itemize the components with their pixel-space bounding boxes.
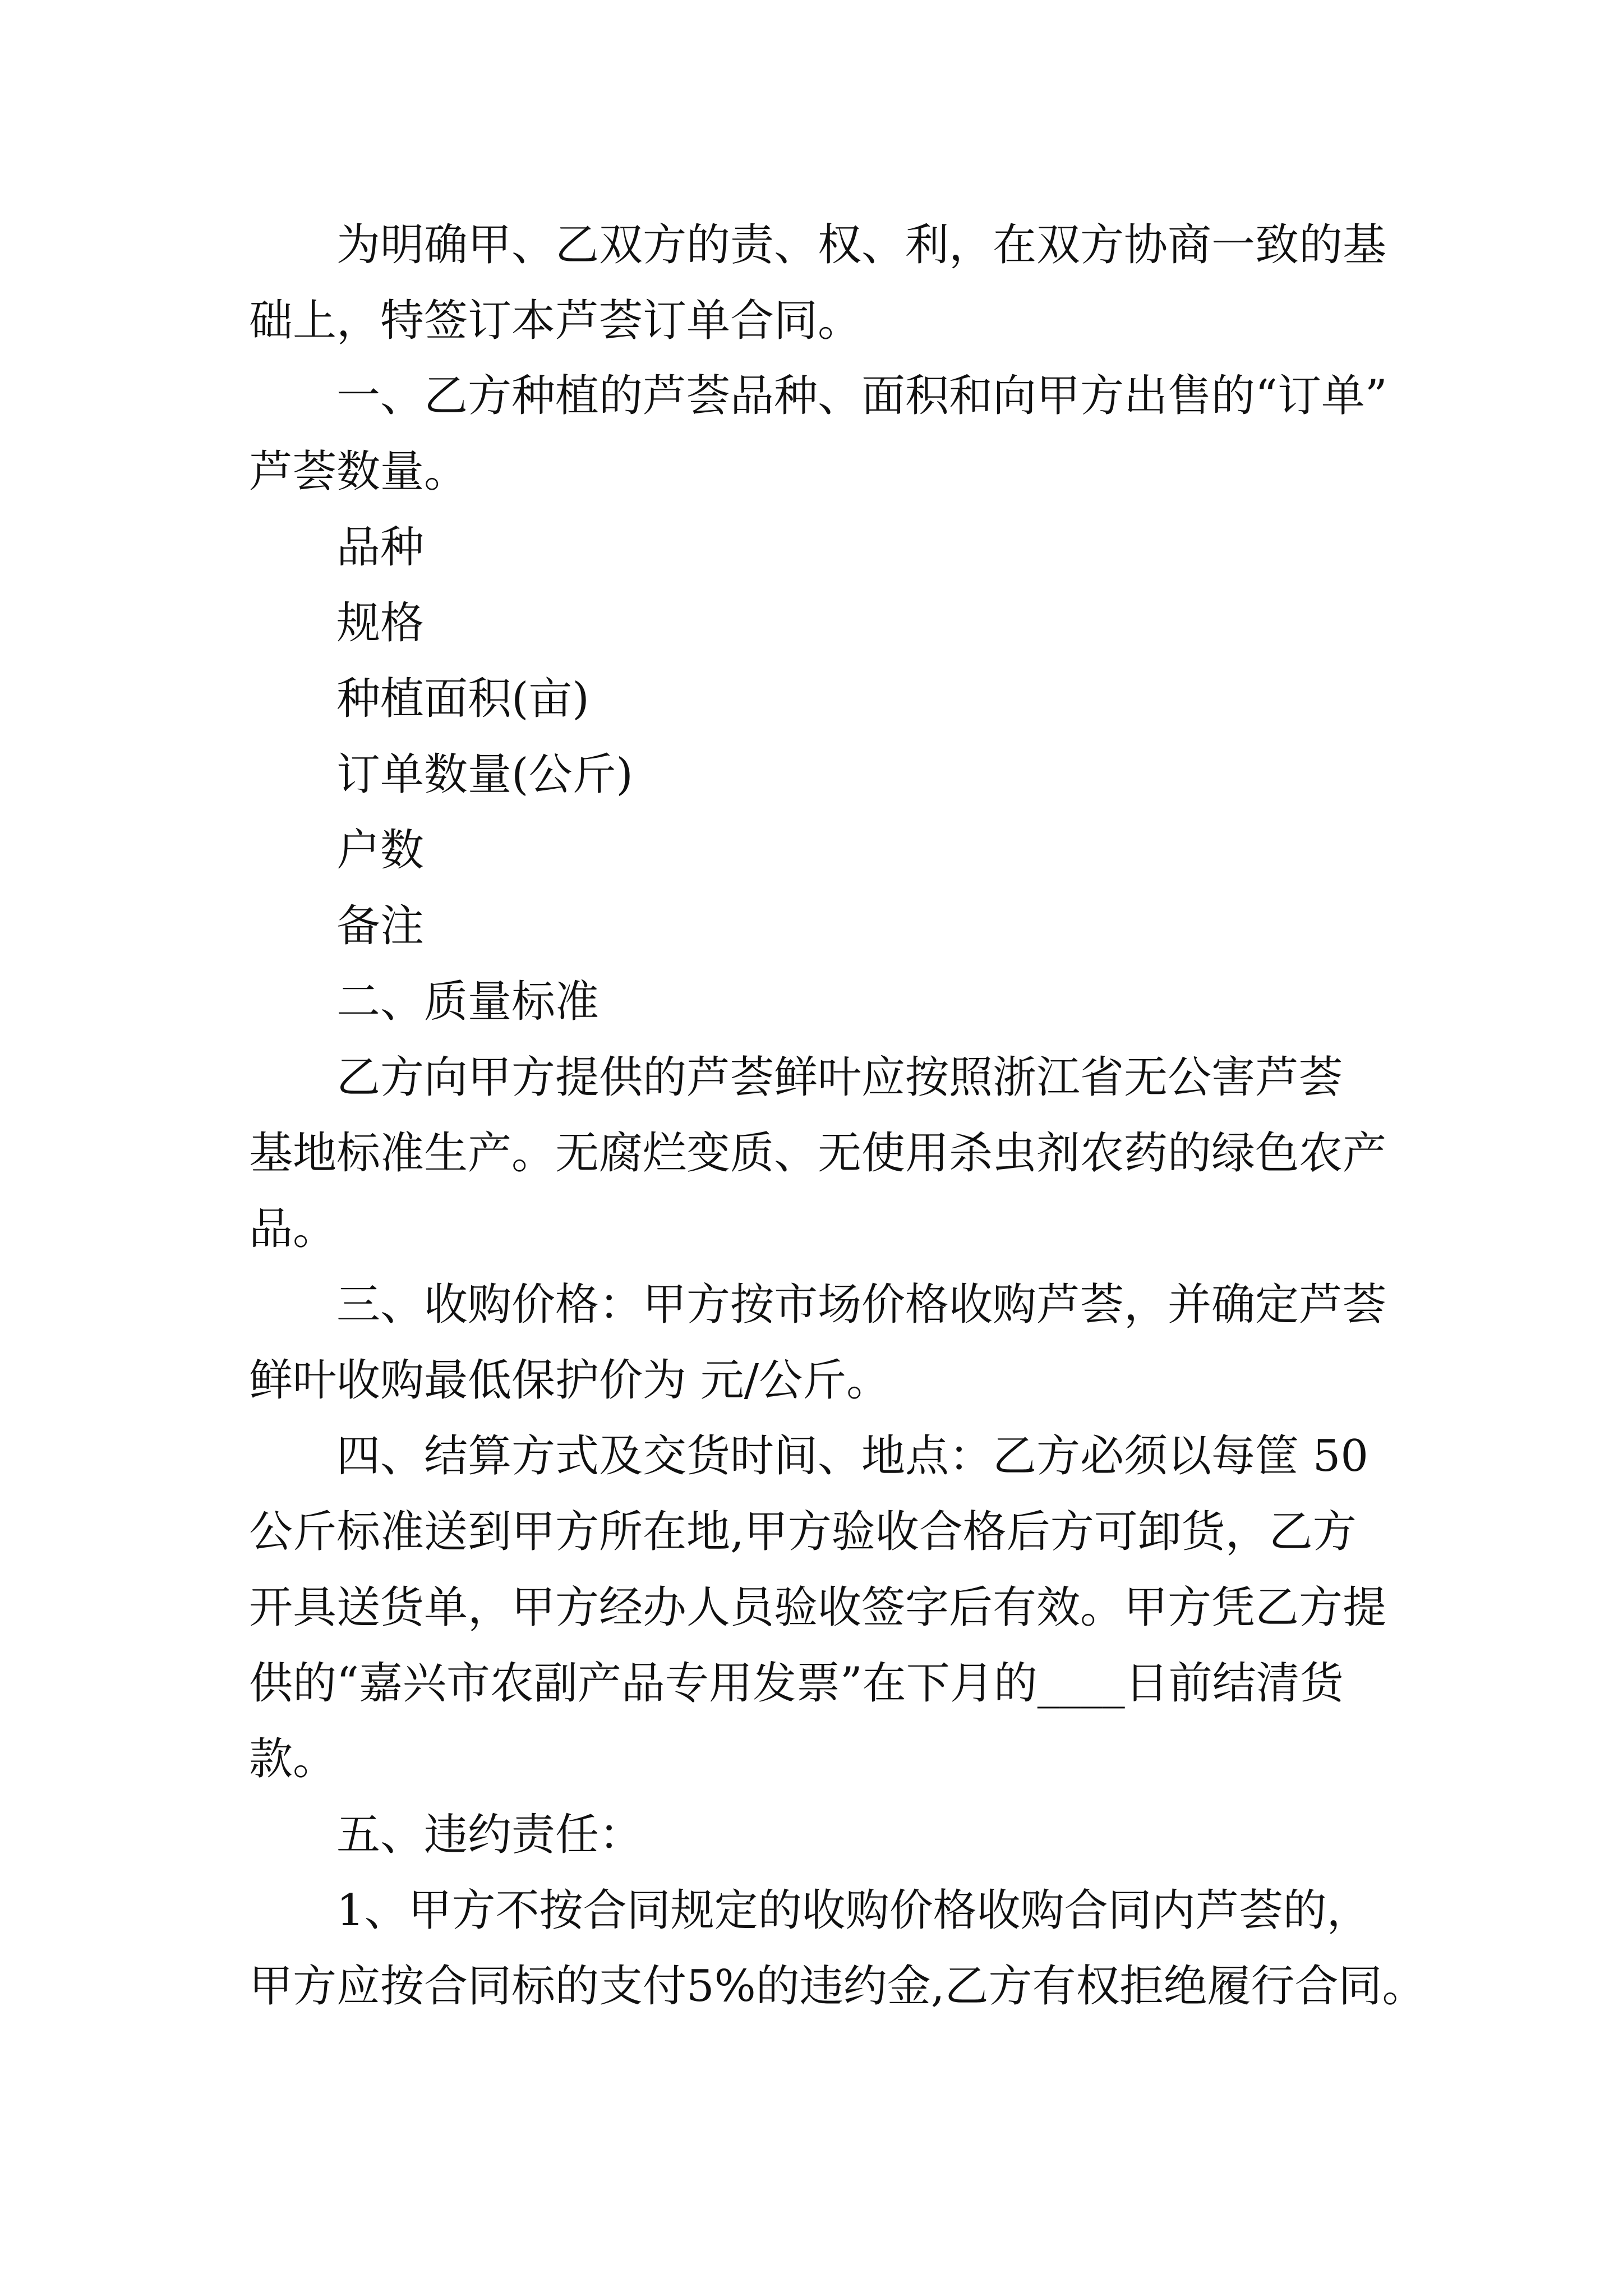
section1-heading-line-1: 一、乙方种植的芦荟品种、面积和向甲方出售的“订单” [336, 371, 1387, 421]
section2-heading: 二、质量标准 [336, 977, 600, 1027]
section3-body-line-2: 鲜叶收购最低保护价为 元/公斤。 [249, 1355, 891, 1406]
field-remarks: 备注 [336, 901, 425, 951]
section4-body-line-4: 供的“嘉兴市农副产品专用发票”在下月的____日前结清货 [249, 1658, 1344, 1709]
section2-body-line-1: 乙方向甲方提供的芦荟鲜叶应按照浙江省无公害芦荟 [336, 1052, 1343, 1103]
section2-body-line-3: 品。 [249, 1204, 337, 1254]
field-variety: 品种 [336, 522, 425, 573]
section5-clause1-line-2: 甲方应按合同标的支付5%的违约金,乙方有权拒绝履行合同。 [249, 1961, 1426, 2012]
section4-body-line-5: 款。 [249, 1734, 337, 1784]
field-specification: 规格 [336, 598, 425, 648]
section5-heading: 五、违约责任： [336, 1810, 643, 1860]
intro-line-1: 为明确甲、乙双方的责、权、利，在双方协商一致的基 [336, 220, 1387, 270]
field-planting-area: 种植面积(亩) [336, 674, 589, 724]
field-order-quantity: 订单数量(公斤) [336, 749, 633, 800]
section2-body-line-2: 基地标准生产。无腐烂变质、无使用杀虫剂农药的绿色农产 [249, 1128, 1387, 1179]
section1-heading-line-2: 芦荟数量。 [249, 447, 468, 497]
section4-body-line-1: 四、结算方式及交货时间、地点：乙方必须以每筐 50 [336, 1431, 1369, 1481]
section4-body-line-2: 公斤标准送到甲方所在地,甲方验收合格后方可卸货，乙方 [249, 1507, 1357, 1557]
section4-body-line-3: 开具送货单，甲方经办人员验收签字后有效。甲方凭乙方提 [249, 1582, 1387, 1633]
section5-clause1-line-1: 1、甲方不按合同规定的收购价格收购合同内芦荟的， [336, 1885, 1371, 1936]
field-households: 户数 [336, 825, 425, 876]
section3-body-line-1: 三、收购价格：甲方按市场价格收购芦荟，并确定芦荟 [336, 1280, 1387, 1330]
intro-line-2: 础上，特签订本芦荟订单合同。 [249, 296, 862, 346]
